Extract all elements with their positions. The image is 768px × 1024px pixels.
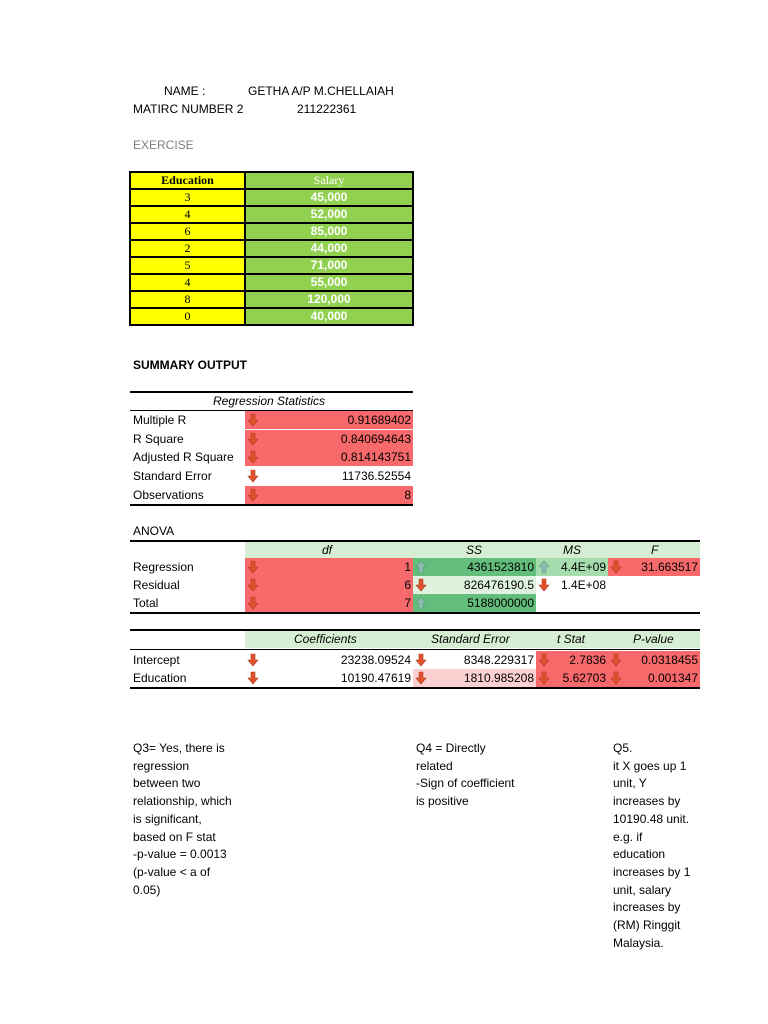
arrow-down-icon [247, 469, 259, 483]
answer-line: Q5. [613, 741, 633, 755]
education-cell: 6 [130, 223, 245, 240]
salary-cell: 71,000 [245, 257, 413, 274]
coef-row-label: Education [133, 671, 187, 685]
coef-value: 10190.47619 [340, 671, 411, 685]
salary-cell: 44,000 [245, 240, 413, 257]
summary-output-title: SUMMARY OUTPUT [133, 358, 247, 372]
anova-header-ms: MS [563, 543, 581, 557]
arrow-up-icon [538, 560, 550, 574]
coef-p-value: 0.0318455 [608, 651, 700, 669]
answer-line: Malaysia. [613, 935, 664, 950]
name-label: NAME : [164, 84, 206, 98]
anova-ss: 5188000000 [413, 594, 536, 612]
anova-header-f: F [651, 543, 659, 557]
answer-line: -Sign of coefficient [416, 776, 515, 791]
answer-line: increases by [613, 794, 681, 809]
coef-header-coefficients: Coefficients [294, 632, 357, 646]
answer-line: (RM) Ringgit [613, 918, 681, 933]
arrow-down-icon [538, 653, 550, 667]
stat-label: Standard Error [133, 469, 212, 483]
arrow-down-icon [247, 450, 259, 464]
answer-line: (p-value < a of [133, 864, 211, 879]
answer-line: 10190.48 unit. [613, 811, 690, 826]
regression-statistics-title: Regression Statistics [213, 394, 326, 408]
divider [130, 612, 700, 614]
coef-header-p-value: P-value [633, 632, 674, 646]
coef-header-standard-error: Standard Error [431, 632, 510, 646]
coef-t-stat: 5.62703 [536, 669, 608, 687]
arrow-down-icon [247, 560, 259, 574]
salary-cell: 40,000 [245, 308, 413, 325]
anova-row-label: Residual [133, 578, 180, 592]
answer-line: is positive [416, 794, 469, 809]
stat-value: 0.840694643 [245, 430, 413, 448]
divider [130, 687, 700, 689]
education-cell: 4 [130, 274, 245, 291]
stat-label: R Square [133, 432, 184, 446]
anova-ms: 1.4E+08 [560, 578, 606, 592]
answer-line: e.g. if [613, 829, 643, 844]
table-header-row [130, 172, 413, 189]
stat-label: Adjusted R Square [133, 450, 234, 464]
education-cell: 0 [130, 308, 245, 325]
arrow-down-icon [247, 488, 259, 502]
anova-ms: 4.4E+09 [536, 558, 608, 576]
education-cell: 2 [130, 240, 245, 257]
arrow-down-icon [610, 560, 622, 574]
salary-cell: 45,000 [245, 189, 413, 206]
coef-row-label: Intercept [133, 653, 180, 667]
education-cell: 3 [130, 189, 245, 206]
education-salary-table [129, 171, 414, 326]
divider [130, 391, 413, 393]
table-row [130, 206, 413, 223]
arrow-down-icon [247, 653, 259, 667]
table-row [130, 308, 413, 325]
table-row [130, 189, 413, 206]
divider [130, 649, 700, 650]
arrow-up-icon [415, 560, 427, 574]
arrow-down-icon [538, 578, 550, 592]
coef-se: 1810.985208 [413, 669, 536, 687]
salary-cell: 85,000 [245, 223, 413, 240]
arrow-down-icon [247, 432, 259, 446]
answer-line: -p-value = 0.0013 [133, 847, 227, 862]
arrow-down-icon [247, 413, 259, 427]
matric-label: MATIRC NUMBER 2 [133, 102, 244, 116]
answer-line: unit, Y [613, 776, 647, 791]
stat-value: 11736.52554 [341, 469, 411, 483]
stat-value: 0.814143751 [245, 448, 413, 466]
arrow-down-icon [538, 671, 550, 685]
stat-value: 8 [245, 486, 413, 504]
arrow-down-icon [610, 653, 622, 667]
education-header: Education [130, 172, 245, 189]
divider [130, 504, 413, 506]
coef-value: 23238.09524 [340, 653, 411, 667]
coef-p-value: 0.001347 [608, 669, 700, 687]
answer-line: relationship, which [133, 794, 232, 809]
answer-line: unit, salary [613, 882, 672, 897]
answer-line: is significant, [133, 811, 202, 826]
coef-t-stat: 2.7836 [536, 651, 608, 669]
answer-line: based on F stat [133, 829, 216, 844]
stat-label: Multiple R [133, 413, 187, 427]
salary-cell: 120,000 [245, 291, 413, 308]
answer-q4 [416, 740, 515, 811]
table-row [130, 240, 413, 257]
answer-line: Q3= Yes, there is [133, 741, 225, 755]
answer-q5 [613, 740, 690, 952]
exercise-heading: EXERCISE [133, 138, 194, 152]
anova-df: 6 [245, 576, 413, 594]
answer-line: 0.05) [133, 882, 161, 897]
arrow-down-icon [247, 578, 259, 592]
anova-row-label: Total [133, 596, 159, 610]
answer-line: regression [133, 758, 190, 773]
answer-line: Q4 = Directly [416, 741, 486, 755]
answer-line: between two [133, 776, 201, 791]
table-row [130, 274, 413, 291]
salary-cell: 52,000 [245, 206, 413, 223]
anova-row-label: Regression [133, 560, 194, 574]
education-cell: 5 [130, 257, 245, 274]
answer-line: increases by 1 [613, 864, 691, 879]
education-cell: 8 [130, 291, 245, 308]
anova-ss: 826476190.5 [413, 576, 536, 594]
anova-ss: 4361523810 [413, 558, 536, 576]
matric-value: 211222361 [297, 102, 357, 116]
anova-header-ss: SS [466, 543, 483, 557]
coef-se: 8348.229317 [463, 653, 534, 667]
answer-line: increases by [613, 900, 681, 915]
anova-f: 31.663517 [608, 558, 700, 576]
anova-title: ANOVA [133, 524, 175, 538]
arrow-down-icon [415, 578, 427, 592]
answer-line: education [613, 847, 666, 862]
coef-header-t-stat: t Stat [557, 632, 586, 646]
arrow-down-icon [247, 596, 259, 610]
table-row [130, 291, 413, 308]
arrow-down-icon [247, 671, 259, 685]
arrow-down-icon [415, 671, 427, 685]
arrow-down-icon [610, 671, 622, 685]
anova-df: 7 [245, 594, 413, 612]
arrow-up-icon [415, 596, 427, 610]
table-row [130, 223, 413, 240]
answer-line: related [416, 758, 453, 773]
stat-value: 0.91689402 [245, 411, 413, 429]
anova-df: 1 [245, 558, 413, 576]
anova-header-df: df [322, 543, 333, 557]
table-row [130, 257, 413, 274]
answer-line: it X goes up 1 [613, 758, 687, 773]
name-value: GETHA A/P M.CHELLAIAH [248, 84, 394, 98]
salary-cell: 55,000 [245, 274, 413, 291]
arrow-down-icon [415, 653, 427, 667]
salary-header: Salary [245, 172, 413, 189]
answer-q3 [133, 740, 232, 899]
stat-label: Observations [133, 488, 204, 502]
education-cell: 4 [130, 206, 245, 223]
